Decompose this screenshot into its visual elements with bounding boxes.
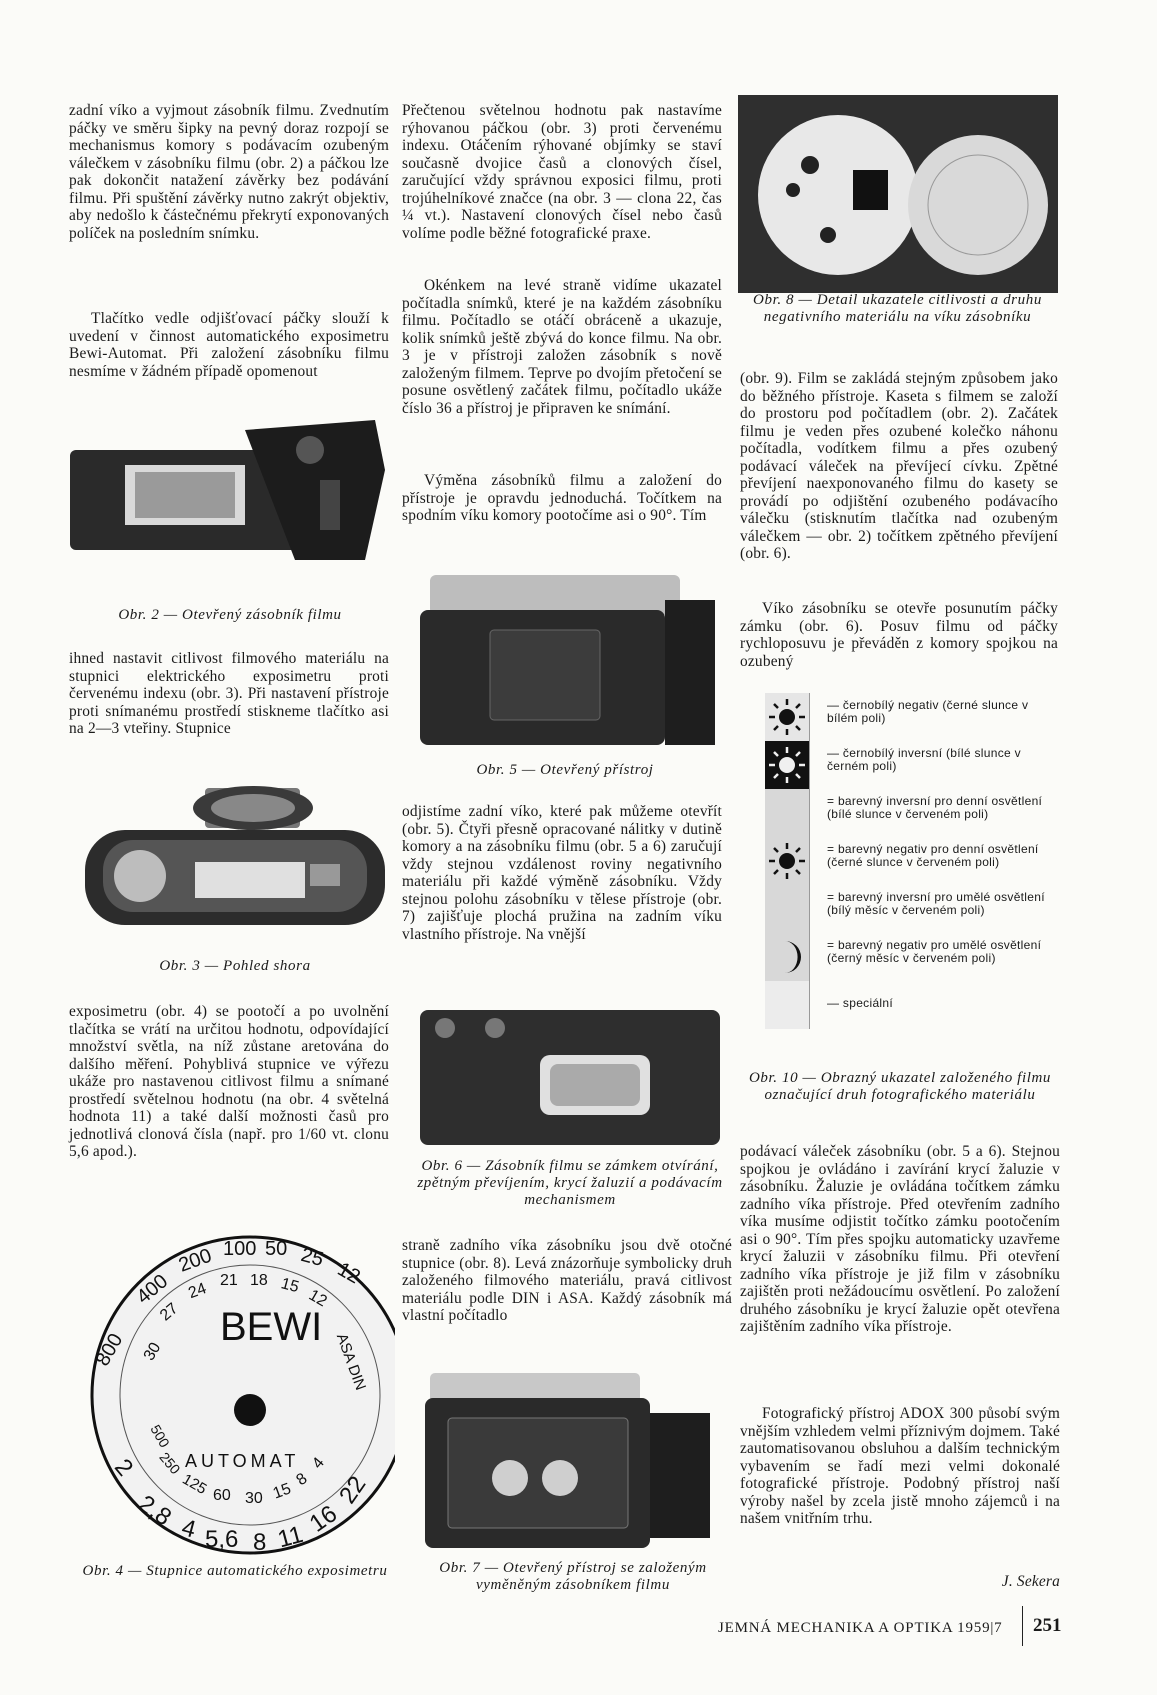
dial-inner-number-18: 18 [250,1272,268,1289]
col3-para4 [740,1405,1060,1528]
col1-para1 [69,102,389,242]
dial-automat-label: AUTOMAT [185,1451,300,1471]
legend-text-3: = barevný inversní pro denní osvětlení (bílé slunce v červeném poli) [827,794,1043,821]
dial-time-60: 60 [213,1487,231,1504]
caption-obr8: Obr. 8 — Detail ukazatele citlivosti a druhu negativního materiálu na víku zásobníku [753,292,1042,325]
dial-aperture-16: 16 [304,1500,343,1538]
legend-text-6: = barevný negativ pro umělé osvětlení (černý měsíc v červeném poli) [827,938,1042,965]
legend-text-5: = barevný inversní pro umělé osvětlení (bílý měsíc v červeném poli) [827,890,1045,917]
dial-outer-number-25: 25 [298,1243,326,1271]
dial-aperture-22: 22 [334,1471,372,1509]
dial-aperture-2-8: 2,8 [133,1490,177,1532]
dial-inner-number-24: 24 [186,1280,209,1303]
col1-para4-text: exposimetru (obr. 4) se pootočí a po uvolnění tlačítka se vrátí na určitou hodnotu, odpovídající množství světla, na níž zůstane aretována do dalšího měření. Pohyblivá stupnice ve výřezu ukáže pro nastavenou citlivost filmu a snímané prostředí světelnou hodnotu (na obr. 4 světelná hodnota 11) a také další možnosti časů pro jednotlivá clonová čísla (např. pro 1/60 vt. clonu 5,6 apod.). [69,1003,389,1160]
dial-time-8: 8 [293,1470,311,1490]
page-number: 251 [1033,1615,1062,1636]
caption-obr4: Obr. 4 — Stupnice automatického exposimetru [82,1563,388,1579]
dial-outer-number-200: 200 [175,1244,215,1277]
col2-para4 [402,803,722,943]
legend-row-bw-negative [765,693,1065,741]
magazine-back-illustration [410,1000,730,1150]
legend-row-special [765,981,1065,1029]
dial-time-500: 500 [147,1421,173,1451]
col3-para1-text: (obr. 9). Film se zakládá stejným způsobem jako do běžného přístroje. Kaseta s filmem se založí do prostoru pod počítadlem (obr. 2). Začátek filmu je veden přes ozubené kolečko náhonu počítadla, vodítkem filmu a přes ozubený podávací váleček na převíjecí cívku. Zpětné převíjení naexponovaného filmu do kasety se provádí po odjištění ozubeného podávacího válečku (stisknutím tlačítka nad ozubeným válečkem — obr. 2) točítkem zpětného převíjení (obr. 6). [740,370,1058,562]
col1-para2-text: Tlačítko vedle odjišťovací páčky slouží k uvedení v činnost automatického exposimetru Bewi-Automat. Při založení zásobníku filmu nesmíme v žádném případě opomenout [69,310,389,380]
legend-symbol-white-moon-red [765,885,810,933]
author-signature: J. Sekera [1001,1573,1060,1590]
dial-outer-number-800: 800 [91,1329,128,1370]
dial-outer-number-100: 100 [223,1238,257,1260]
dial-asa-din-label: ASA DIN [332,1331,370,1393]
film-magazine-illustration [65,410,395,590]
dial-outer-number-400: 400 [132,1270,173,1309]
dial-aperture-8: 8 [253,1529,267,1555]
legend-symbol-white-sun [765,741,810,789]
col2-para3 [402,472,722,525]
dial-time-4: 4 [309,1454,328,1473]
col2-para1 [402,102,722,242]
caption-obr3: Obr. 3 — Pohled shora [159,958,311,974]
legend-symbol-white-sun-red [765,789,810,837]
legend-symbol-special [765,981,810,1029]
col1-para2 [69,310,389,380]
caption-obr5: Obr. 5 — Otevřený přístroj [476,762,654,778]
legend-row-color-negative-day [765,837,1065,885]
col3-para2-text: Víko zásobníku se otevře posunutím páčky zámku (obr. 6). Posuv filmu od páčky rychloposuvu je převáděn z komory spojkou na ozubený [740,600,1058,670]
dial-inner-number-27: 27 [156,1300,182,1325]
legend-row-color-negative-artificial [765,933,1065,981]
col3-para2 [740,600,1058,670]
legend-text-7: — speciální [827,996,893,1010]
film-type-legend [765,693,1075,1053]
photo-obr8-indicator-detail [738,95,1058,293]
photo-obr5-open-camera [410,570,720,750]
camera-magazine-illustration [420,1368,720,1553]
dial-time-15: 15 [270,1480,294,1503]
col2-para2-text: Okénkem na levé straně vidíme ukazatel počítadla snímků, které je na každém zásobníku filmu. Počítadlo se otáčí obráceně a ukazuje, kolik snímků ještě zbývá do konce filmu. Na obr. 3 je v přístroji založen zásobník s nově založeným filmem. Teprve po dvojím přetočení se posune osvětlený začátek filmu, počítadlo ukáže číslo 36 a přístroj je připraven ke snímání. [402,277,722,417]
col1-para1-text: zadní víko a vyjmout zásobník filmu. Zvednutím páčky ve směru šipky na pevný doraz rozpojí se mechanismus komory s podávacím ozubeným válečkem v zásobníku filmu (obr. 2) a páčkou lze pak dokončit natažení závěrky bez podávání filmu. Při spuštění závěrky nutno zakrýt objektiv, aby nedošlo k částečnému překrytí exponovaných políček na posledním snímku. [69,102,389,242]
caption-obr2: Obr. 2 — Otevřený zásobník filmu [118,607,342,623]
dial-inner-number-15: 15 [279,1275,301,1297]
photo-obr2-film-magazine [65,410,395,590]
col3-para1 [740,370,1058,563]
legend-text-2: — černobílý inversní (bílé slunce v černém poli) [827,746,1021,773]
col2-para4-text: odjistíme zadní víko, které pak můžeme otevřít (obr. 5). Čtyři přesně opracované nálitky v dutině komory a na zásobníku filmu (obr. 5 a 6) zaručují vždy stejnou vzdálenost roviny negativního materiálu při každé výměně zásobníku. Vždy stejnou polohu zásobníku v tělese přístroje (obr. 7) zajišťuje plochá pružina na zadním víku vlastního přístroje. Na vnější [402,803,722,943]
dial-time-30: 30 [245,1490,263,1507]
col2-para2 [402,277,722,417]
col2-para5 [402,1237,732,1325]
dial-inner-number-12: 12 [305,1286,330,1311]
caption-obr6: Obr. 6 — Zásobník filmu se zámkem otvírání, zpětným převíjením, krycí žaluzií a podávacím mechanismem [417,1158,723,1208]
col1-para3-text: ihned nastavit citlivost filmového materiálu na stupnici elektrického exposimetru proti červenému indexu (obr. 3). Při nastavení přístroje proti snímanému prostředí stiskneme tlačítko asi na 2—3 vteřiny. Stupnice [69,650,389,737]
col3-para4-text: Fotografický přístroj ADOX 300 působí svým vnějším vzhledem velmi příznivým dojmem. Také zautomatisovanou obsluhou a dalším technickým vybavením se řadí mezi velmi dokonalé fotografické přístroje. Podobný přístroj naší výroby našel by zcela jistě mnoho zájemců i na našem vnitřním trhu. [740,1405,1060,1527]
dial-inner-number-21: 21 [220,1272,238,1289]
col2-para5-text: straně zadního víka zásobníku jsou dvě otočné stupnice (obr. 8). Levá znázorňuje symbolicky druh založeného filmového materiálu, pravá citlivost materiálu podle DIN i ASA. Každý zásobník má vlastní počítadlo [402,1237,732,1324]
legend-text-1: — černobílý negativ (černé slunce v bílém poli) [827,698,1029,725]
open-camera-illustration [410,570,720,750]
col2-para1-text: Přečtenou světelnou hodnotu pak nastavíme rýhovanou páčkou (obr. 3) proti červenému indexu. Otáčením rýhované objímky se staví současně dvojice časů a clonových čísel, zaručující vždy správnou exposici filmu, proti trojúhelníkové značce (na obr. 3 — clona 22, čas ¼ vt.). Nastavení clonových čísel nebo časů volíme podle běžné fotografické praxe. [402,102,722,242]
dial-aperture-2: 2 [108,1453,139,1482]
dial-time-250: 250 [156,1448,184,1478]
legend-row-color-inverse-artificial [765,885,1065,933]
dial-time-125: 125 [179,1470,210,1498]
legend-symbol-black-moon-red [765,933,810,981]
dial-outer-number-12: 12 [333,1258,364,1289]
col1-para4 [69,1003,389,1161]
col2-para3-text: Výměna zásobníků filmu a založení do přístroje je opravdu jednoduchá. Točítkem na spodním víku komory pootočíme asi o 90°. Tím [402,472,722,524]
col1-para3 [69,650,389,738]
dial-aperture-4: 4 [178,1514,199,1544]
photo-obr7-camera-with-magazine [420,1368,720,1553]
journal-footer: JEMNÁ MECHANIKA A OPTIKA 1959|7 [718,1620,1003,1636]
dial-aperture-11: 11 [274,1520,306,1554]
dial-brand-label: BEWI [220,1305,323,1349]
legend-symbol-black-sun [765,693,810,741]
caption-obr10: Obr. 10 — Obrazný ukazatel založeného filmu označující druh fotografického materiálu [748,1070,1052,1103]
caption-obr7: Obr. 7 — Otevřený přístroj se založeným vyměněným zásobníkem filmu [439,1560,707,1593]
camera-top-view-illustration [75,780,395,935]
exposure-dial-illustration [85,1225,395,1555]
legend-row-bw-inverse [765,741,1065,789]
dial-aperture-5-6: 5,6 [205,1526,239,1553]
photo-obr6-film-magazine-back [410,1000,730,1150]
indicator-detail-illustration [738,95,1058,293]
dial-outer-number-50: 50 [265,1238,288,1260]
col3-para3-text: podávací váleček zásobníku (obr. 5 a 6). Stejnou spojkou je ovládáno i zavírání krycí žaluzie v zásobníku. Žaluzie je ovládána točítkem zámku zadního víka přístroje. Před otevřením zadního víka musíme odjistit točítko zámku pootočením asi o 90°. Tím přes spojku automaticky uzavřeme krycí žaluzii v zásobníku filmu. Při otevření zadního víka přístroje je již film v zásobníku zajištěn proti nežádoucímu osvětlení. Po založení druhého zásobníku je krycí žaluzie opět otevřena zajištěním zadního víka přístroje. [740,1143,1060,1335]
col3-para3 [740,1143,1060,1336]
photo-obr4-exposure-dial [85,1225,395,1555]
legend-text-4: = barevný negativ pro denní osvětlení (černé slunce v červeném poli) [827,842,1039,869]
legend-row-color-inverse-day [765,789,1065,837]
dial-inner-number-30: 30 [140,1339,165,1364]
photo-obr3-top-view [75,780,395,935]
footer-separator [1022,1606,1023,1646]
legend-symbol-black-sun-red [765,837,810,885]
